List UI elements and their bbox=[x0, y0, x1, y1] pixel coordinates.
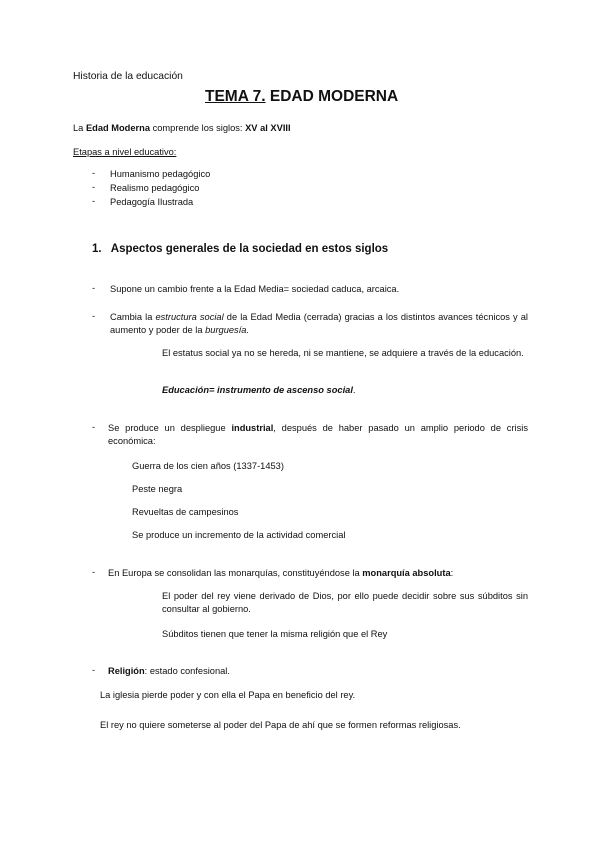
paragraph: Cambia la estructura social de la Edad Media (cerrada) gracias a los distintos avances técnicos y al aumento y poder de la burguesía. bbox=[110, 312, 528, 335]
sub-paragraph: Educación= instrumento de ascenso social. bbox=[162, 385, 356, 395]
section-number: 1. bbox=[92, 243, 102, 255]
list-dash: - bbox=[92, 665, 96, 675]
intro-line: La Edad Moderna comprende los siglos: XV al XVIII bbox=[73, 123, 291, 133]
document-header: Historia de la educación bbox=[73, 71, 183, 82]
section-heading bbox=[92, 243, 388, 255]
list-item: Guerra de los cien años (1337-1453) bbox=[132, 461, 284, 471]
list-item: Revueltas de campesinos bbox=[132, 507, 239, 517]
list-dash: - bbox=[92, 422, 96, 432]
sub-paragraph: Súbditos tienen que tener la misma religión que el Rey bbox=[162, 629, 388, 639]
list-item: Se produce un incremento de la actividad comercial bbox=[132, 530, 346, 540]
paragraph: Supone un cambio frente a la Edad Media= sociedad caduca, arcaica. bbox=[110, 284, 400, 294]
list-dash: - bbox=[92, 567, 96, 577]
paragraph: La iglesia pierde poder y con ella el Papa en beneficio del rey. bbox=[100, 690, 356, 700]
list-dash: - bbox=[92, 311, 96, 321]
list-item: Peste negra bbox=[132, 484, 183, 494]
list-dash: - bbox=[92, 168, 96, 178]
title-topic-name: EDAD MODERNA bbox=[269, 88, 399, 105]
list-dash: - bbox=[92, 196, 96, 206]
list-dash: - bbox=[92, 283, 96, 293]
list-dash: - bbox=[92, 182, 96, 192]
section-title: Aspectos generales de la sociedad en estos siglos bbox=[110, 243, 389, 255]
etapas-heading: Etapas a nivel educativo: bbox=[73, 147, 177, 157]
page-title bbox=[205, 88, 398, 106]
title-topic-number: TEMA 7. bbox=[205, 88, 266, 105]
paragraph: Religión: estado confesional. bbox=[108, 666, 230, 676]
paragraph: Se produce un despliegue industrial, después de haber pasado un amplio periodo de crisis económica: bbox=[108, 423, 528, 446]
paragraph: En Europa se consolidan las monarquías, constituyéndose la monarquía absoluta: bbox=[108, 568, 454, 578]
list-item: Humanismo pedagógico bbox=[110, 169, 211, 179]
list-item: Pedagogía Ilustrada bbox=[110, 197, 194, 207]
list-item: Realismo pedagógico bbox=[110, 183, 200, 193]
sub-paragraph: El estatus social ya no se hereda, ni se mantiene, se adquiere a través de la educación. bbox=[162, 348, 524, 358]
sub-paragraph: El poder del rey viene derivado de Dios, por ello puede decidir sobre sus súbditos sin consultar al gobierno. bbox=[162, 591, 528, 614]
paragraph: El rey no quiere someterse al poder del Papa de ahí que se formen reformas religiosas. bbox=[100, 720, 461, 730]
